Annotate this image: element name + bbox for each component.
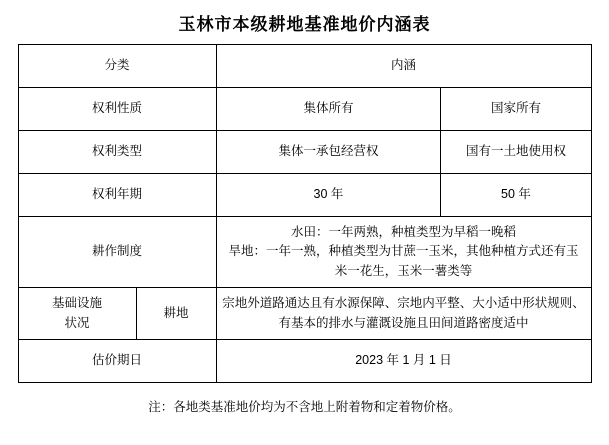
infrastructure-line-1: 宗地外道路通达且有水源保障、宗地内平整、大小适中形状规则、 bbox=[222, 296, 585, 311]
page-title: 玉林市本级耕地基准地价内涵表 bbox=[178, 15, 431, 34]
header-category: 分类 bbox=[18, 45, 216, 88]
infrastructure-label-line-1: 基础设施 bbox=[51, 296, 102, 311]
row-label-valuation-date: 估价期日 bbox=[18, 339, 216, 382]
table-row bbox=[18, 339, 591, 382]
infrastructure-line-2: 有基本的排水与灌溉设施且田间道路密度适中 bbox=[278, 315, 529, 330]
base-land-price-table bbox=[18, 44, 592, 383]
row-value-valuation-date: 2023 年 1 月 1 日 bbox=[216, 339, 591, 382]
row-label-right-nature: 权利性质 bbox=[18, 88, 216, 131]
table-row bbox=[18, 174, 591, 217]
farming-system-line-1: 水田：一年两熟，种植类型为早稻一晚稻 bbox=[291, 225, 517, 239]
row-value-infrastructure bbox=[216, 288, 591, 340]
row-value-collective-term: 30 年 bbox=[216, 174, 441, 217]
table-row bbox=[18, 88, 591, 131]
row-value-state-term: 50 年 bbox=[441, 174, 591, 217]
table-row bbox=[18, 131, 591, 174]
row-label-right-term: 权利年期 bbox=[18, 174, 216, 217]
row-label-infrastructure bbox=[18, 288, 136, 340]
row-label-farming-system: 耕作制度 bbox=[18, 217, 216, 288]
infrastructure-label-line-2: 状况 bbox=[64, 315, 90, 330]
row-value-state-type: 国有一土地使用权 bbox=[441, 131, 591, 174]
table-row-infrastructure bbox=[18, 288, 591, 340]
row-value-collective-type: 集体一承包经营权 bbox=[216, 131, 441, 174]
table-row-farming-system bbox=[18, 217, 591, 288]
row-value-state-nature: 国家所有 bbox=[441, 88, 591, 131]
farming-system-line-3: 米一花生，玉米一薯类等 bbox=[334, 263, 473, 278]
table-note: 注：各地类基准地价均为不含地上附着物和定着物价格。 bbox=[148, 399, 461, 414]
row-value-farming-system bbox=[216, 217, 591, 288]
farming-system-line-2: 旱地：一年一熟，种植类型为甘蔗一玉米，其他种植方式还有玉 bbox=[228, 244, 579, 259]
row-label-right-type: 权利类型 bbox=[18, 131, 216, 174]
header-connotation: 内涵 bbox=[216, 45, 591, 88]
table-row bbox=[18, 45, 591, 88]
row-value-collective-nature: 集体所有 bbox=[216, 88, 441, 131]
row-sublabel-cultivated-land: 耕地 bbox=[136, 288, 216, 340]
